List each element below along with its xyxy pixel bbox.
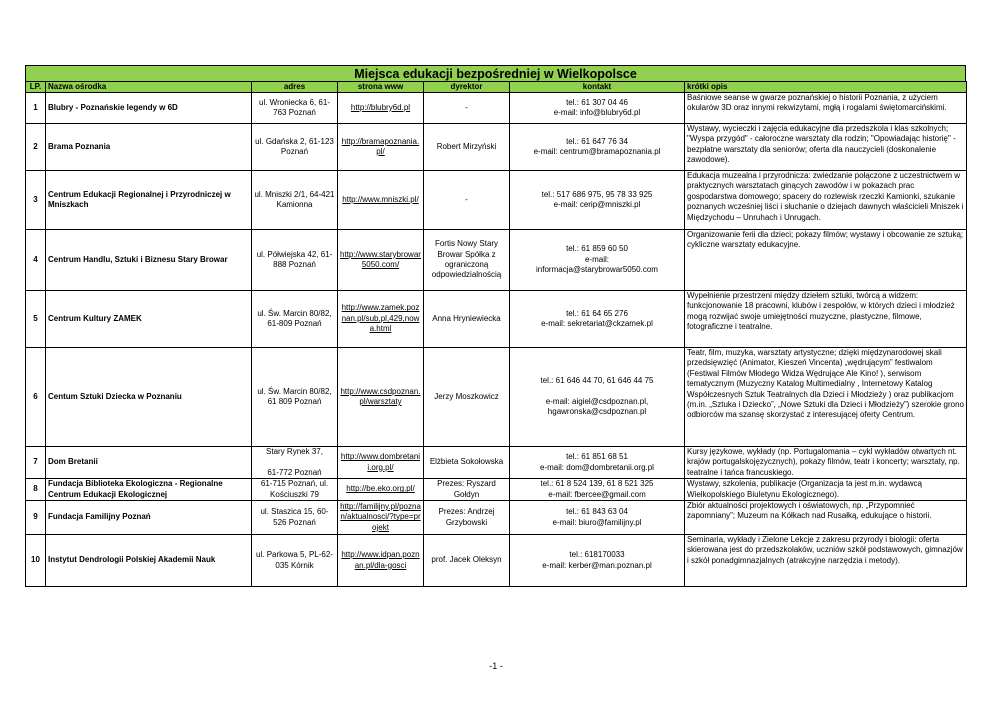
institution-name: Dom Bretanii (46, 447, 252, 479)
address-cell: ul. Parkowa 5, PL-62-035 Kórnik (252, 535, 338, 587)
website-url[interactable]: http://familijny.pl/poznan/aktualnosci/?type=projekt (340, 501, 421, 532)
website-link (338, 230, 424, 291)
website-url[interactable]: http://www.dombretanii.org.pl/ (340, 452, 421, 472)
header-address: adres (252, 82, 338, 93)
header-contact: kontakt (510, 82, 685, 93)
contact-cell: tel.: 61 843 63 04 e-mail: biuro@familijny.pl (510, 501, 685, 535)
director-cell: Prezes: Ryszard Gołdyn (424, 479, 510, 501)
address-cell: ul. Św. Marcin 80/82, 61 809 Poznań (252, 348, 338, 447)
description-cell: Organizowanie ferii dla dzieci; pokazy filmów; wystawy i obcowanie ze sztuką; cykliczne warsztaty edukacyjne. (685, 230, 967, 291)
contact-cell: tel.: 61 64 65 276 e-mail: sekretariat@ckzamek.pl (510, 291, 685, 348)
header-lp: LP. (26, 82, 46, 93)
website-url[interactable]: http://www.zamek.poznan.pl/sub,pl,429,nowa.html (341, 303, 420, 334)
institution-name: Centum Sztuki Dziecka w Poznaniu (46, 348, 252, 447)
website-url[interactable]: http://blubry6d.pl (350, 102, 411, 112)
row-number: 3 (26, 171, 46, 230)
institution-name: Centrum Edukacji Regionalnej i Przyrodniczej w Mniszkach (46, 171, 252, 230)
description-cell: Baśniowe seanse w gwarze poznańskiej o historii Poznania, z użyciem okularów 3D oraz innymi rekwizytami, mgłą i rogalami świętomarcińskimi. (685, 93, 967, 124)
header-row (26, 82, 967, 93)
description-cell: Wystawy, wycieczki i zajęcia edukacyjne dla przedszkola i klas szkolnych; "Wyspa przygód" - całoroczne warsztaty dla rodzin; "Opowiadając historię" - bezpłatne warsztaty dla seniorów; oferta dla nauczycieli (doskonalenie zawodowe). (685, 124, 967, 171)
table-row (26, 171, 967, 230)
director-cell: Fortis Nowy Stary Browar Spółka z ograniczoną odpowiedzialnością (424, 230, 510, 291)
contact-cell: tel.: 61 859 60 50 e-mail: informacja@starybrowar5050.com (510, 230, 685, 291)
director-cell: - (424, 93, 510, 124)
table-row (26, 291, 967, 348)
row-number: 7 (26, 447, 46, 479)
header-www: strona www (338, 82, 424, 93)
address-cell: ul. Św. Marcin 80/82, 61-809 Poznań (252, 291, 338, 348)
institution-name: Fundacja Biblioteka Ekologiczna - Regionalne Centrum Edukacji Ekologicznej (46, 479, 252, 501)
director-cell: Anna Hryniewiecka (424, 291, 510, 348)
website-link (338, 535, 424, 587)
website-url[interactable]: http://www.starybrowar5050.com/ (340, 249, 421, 269)
address-cell: Stary Rynek 37, 61-772 Poznań (252, 447, 338, 479)
description-cell: Wystawy, szkolenia, publikacje (Organizacja ta jest m.in. wydawcą Wielkopolskiego Biuletynu Ekologicznego). (685, 479, 967, 501)
table-row (26, 124, 967, 171)
row-number: 5 (26, 291, 46, 348)
page-number: -1 - (489, 661, 503, 671)
institution-name: Brama Poznania (46, 124, 252, 171)
website-url[interactable]: http://be.eko.org.pl/ (346, 484, 415, 494)
address-cell: 61-715 Poznań, ul. Kościuszki 79 (252, 479, 338, 501)
table-row (26, 348, 967, 447)
contact-cell: tel.: 61 647 76 34 e-mail: centrum@bramapoznania.pl (510, 124, 685, 171)
website-url[interactable]: http://bramapoznania.pl/ (341, 136, 420, 156)
table-row (26, 479, 967, 501)
director-cell: Prezes: Andrzej Grzybowski (424, 501, 510, 535)
table-row (26, 447, 967, 479)
contact-cell: tel.: 61 646 44 70, 61 646 44 75 e-mail: aigiel@csdpoznan.pl, hgawronska@csdpoznan.pl (510, 348, 685, 447)
description-cell: Wypełnienie przestrzeni między dziełem sztuki, twórcą a widzem: funkcjonowanie 18 pracowni, klubów i zespołów, w których dzieci i młodzież mogą rozwijać swoje umiejętności muzyczne, plastyczne, filmowe, fotograficzne i teatralne. (685, 291, 967, 348)
website-link (338, 124, 424, 171)
website-link (338, 171, 424, 230)
institutions-table (25, 81, 967, 587)
row-number: 1 (26, 93, 46, 124)
sheet-title: Miejsca edukacji bezpośredniej w Wielkopolsce (25, 65, 966, 81)
website-url[interactable]: http://www.mniszki.pl/ (342, 194, 419, 204)
description-cell: Zbiór aktualności projektowych i oświatowych, np. „Przypomnieć zapomniany”; Muzeum na Kółkach nad Rusałką, edukujące o historii. (685, 501, 967, 535)
table-row (26, 535, 967, 587)
website-link (338, 447, 424, 479)
institution-name: Blubry - Poznańskie legendy w 6D (46, 93, 252, 124)
row-number: 9 (26, 501, 46, 535)
table-row (26, 93, 967, 124)
website-url[interactable]: http://www.idpan.poznan.pl/dla-gosci (341, 550, 420, 570)
address-cell: ul. Staszica 15, 60-526 Poznań (252, 501, 338, 535)
website-link (338, 93, 424, 124)
contact-cell: tel.: 61 851 68 51 e-mail: dom@dombretanii.org.pl (510, 447, 685, 479)
description-cell: Seminaria, wykłady i Zielone Lekcje z zakresu przyrody i biologii: oferta skierowana jest do przedszkolaków, uczniów szkół podstawowych, gimnazjów i szkół ponadgimnazjalnych (atrakcyjne narzędzia i metody). (685, 535, 967, 587)
website-link (338, 291, 424, 348)
director-cell: Elżbieta Sokołowska (424, 447, 510, 479)
row-number: 6 (26, 348, 46, 447)
director-cell: - (424, 171, 510, 230)
contact-cell: tel.: 517 686 975, 95 78 33 925 e-mail: cerip@mniszki.pl (510, 171, 685, 230)
spreadsheet (25, 65, 966, 587)
contact-cell: tel.: 618170033 e-mail: kerber@man.poznan.pl (510, 535, 685, 587)
director-cell: prof. Jacek Oleksyn (424, 535, 510, 587)
address-cell: ul. Wroniecka 6, 61-763 Poznań (252, 93, 338, 124)
row-number: 4 (26, 230, 46, 291)
institution-name: Instytut Dendrologii Polskiej Akademii Nauk (46, 535, 252, 587)
address-cell: ul. Gdańska 2, 61-123 Poznań (252, 124, 338, 171)
description-cell: Kursy językowe, wykłady (np. Portugalomania – cykl wykładów otwartych nt. krajów portugalskojęzycznych), pokazy filmów, teatr i koncerty; warsztaty, np. teatralne i tańca francuskiego. (685, 447, 967, 479)
header-name: Nazwa ośrodka (46, 82, 252, 93)
table-row (26, 230, 967, 291)
row-number: 8 (26, 479, 46, 501)
contact-cell: tel.: 61 8 524 139, 61 8 521 325 e-mail: fbercee@gmail.com (510, 479, 685, 501)
address-cell: ul. Mniszki 2/1, 64-421 Kamionna (252, 171, 338, 230)
website-link (338, 501, 424, 535)
institution-name: Centrum Handlu, Sztuki i Biznesu Stary Browar (46, 230, 252, 291)
director-cell: Jerzy Moszkowicz (424, 348, 510, 447)
website-url[interactable]: http://www.csdpoznan.pl/warsztaty (340, 386, 421, 406)
table-row (26, 501, 967, 535)
address-cell: ul. Półwiejska 42, 61-888 Poznań (252, 230, 338, 291)
director-cell: Robert Mirzyński (424, 124, 510, 171)
website-link (338, 479, 424, 501)
description-cell: Teatr, film, muzyka, warsztaty artystyczne; dzięki międzynarodowej skali przedsięwzięć (Animator, Kieszeń Vincenta) „wędrującym” festiwalom (Festiwal Filmów Młodego Widza Wędrujące Ale Kino! ), serwisom tematycznym (Muzyczny Katalog Multimedialny , Internetowy Katalog Współczesnych Sztuk Teatralnych dla Dzieci i Młodzieży ) oraz publikacjom (m.in. „Sztuka i Dziecko”, „Nowe Sztuki dla Dzieci i Młodzieży”) szerokie grono odbiorców ma szansę skorzystać z interesującej oferty Centrum. (685, 348, 967, 447)
header-desc: krótki opis (685, 82, 967, 93)
description-cell: Edukacja muzealna i przyrodnicza: zwiedzanie połączone z uczestnictwem w praktycznych warsztatach ginących zawodów i w pokazach prac gospodarstwa domowego; spacery do rozlewisk rzeczki Kamionki, szukanie poznanych wcześniej liści i słuchanie o dziejach dawnych właścicieli Mniszek i Międzychodu – Unruhach i Unrugach. (685, 171, 967, 230)
website-link (338, 348, 424, 447)
institution-name: Centrum Kultury ZAMEK (46, 291, 252, 348)
header-director: dyrektor (424, 82, 510, 93)
row-number: 2 (26, 124, 46, 171)
contact-cell: tel.: 61 307 04 46 e-mail: info@blubry6d.pl (510, 93, 685, 124)
institution-name: Fundacja Familijny Poznań (46, 501, 252, 535)
row-number: 10 (26, 535, 46, 587)
